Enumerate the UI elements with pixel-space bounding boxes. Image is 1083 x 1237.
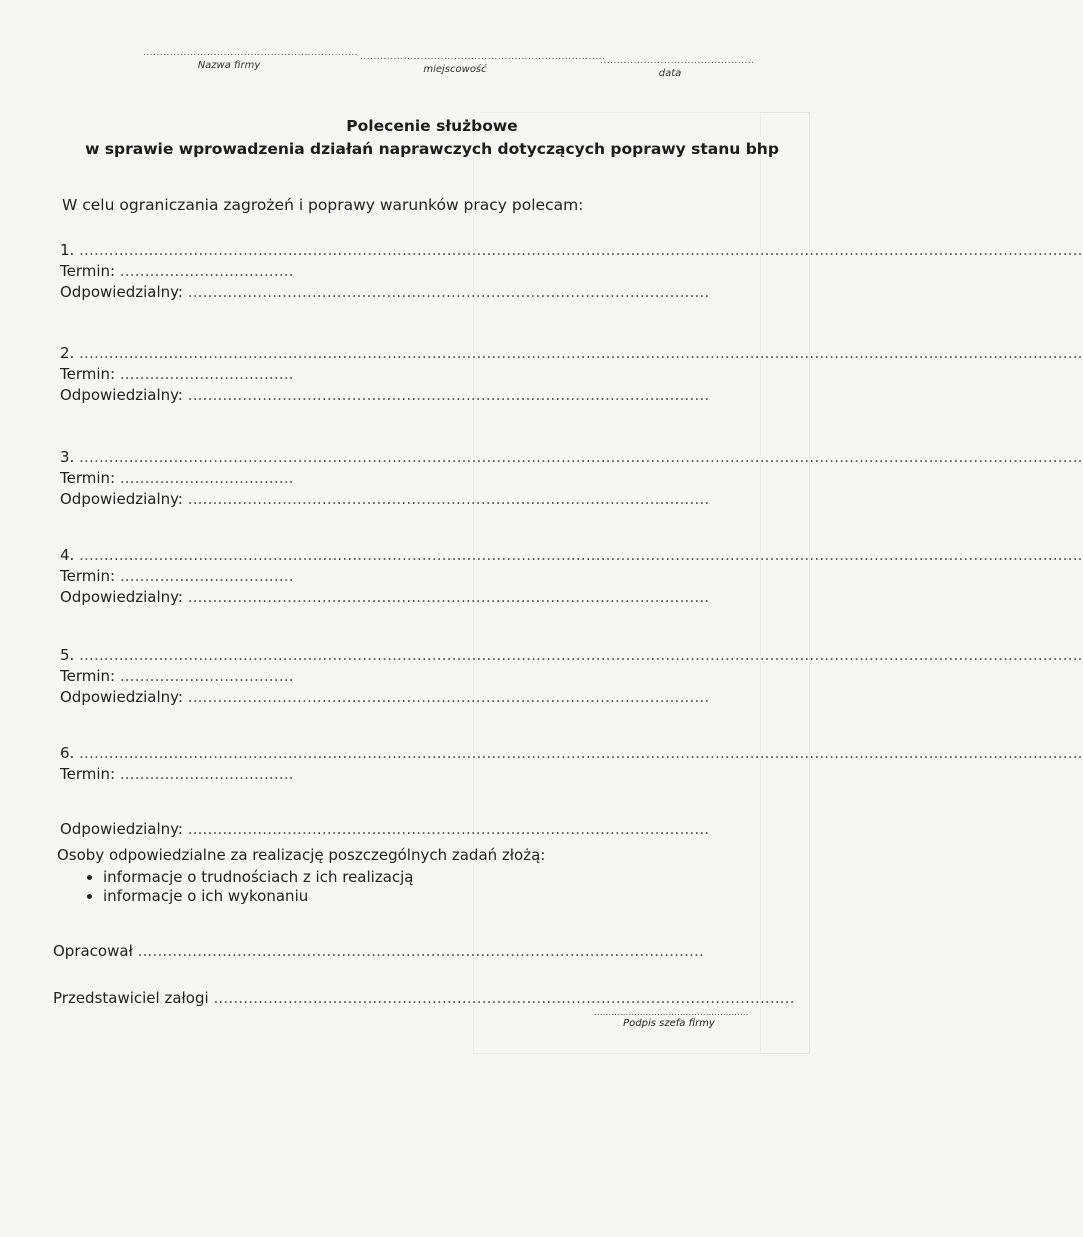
task-item bbox=[60, 743, 1083, 840]
chief-signature-label: Podpis szefa firmy bbox=[623, 1018, 715, 1029]
task-line[interactable]: 4. .......................................................................................................................................................................................................... bbox=[60, 546, 1083, 564]
date-label: data bbox=[658, 68, 682, 79]
responsible-note-section bbox=[57, 845, 757, 906]
crew-rep-field[interactable]: Przedstawiciel załogi ..................................................................................................................... bbox=[53, 989, 795, 1007]
intro-text: W celu ograniczania zagrożeń i poprawy warunków pracy polecam: bbox=[62, 196, 584, 214]
place-field[interactable]: ......................................................................... miejscowość bbox=[360, 52, 606, 75]
task-item bbox=[60, 645, 1083, 708]
task-item bbox=[60, 240, 1083, 303]
task-responsible[interactable]: Odpowiedzialny: ......................................................................................................... bbox=[60, 688, 710, 706]
prepared-by-field[interactable]: Opracował .................................................................................................................. bbox=[53, 942, 704, 960]
task-deadline[interactable]: Termin: ................................... bbox=[60, 262, 294, 280]
date-field[interactable]: .............................................. data bbox=[600, 56, 755, 79]
chief-signature-field[interactable]: ...................................................... Podpis szefa firmy bbox=[594, 1008, 749, 1029]
document-title: Polecenie służbowe bbox=[346, 117, 518, 135]
place-label: miejscowość bbox=[423, 64, 487, 75]
task-responsible[interactable]: Odpowiedzialny: ......................................................................................................... bbox=[60, 386, 710, 404]
task-responsible[interactable]: Odpowiedzialny: ......................................................................................................... bbox=[60, 283, 710, 301]
prepared-by-label: Opracował bbox=[53, 942, 133, 960]
company-name-label: Nazwa firmy bbox=[197, 60, 261, 71]
task-deadline[interactable]: Termin: ................................... bbox=[60, 567, 294, 585]
task-deadline[interactable]: Termin: ................................... bbox=[60, 469, 294, 487]
responsible-note: Osoby odpowiedzialne za realizację poszczególnych zadań złożą: bbox=[57, 846, 546, 864]
report-list bbox=[57, 868, 757, 906]
task-line[interactable]: 5. .......................................................................................................................................................................................................... bbox=[60, 646, 1083, 664]
task-line[interactable]: 2. .......................................................................................................................................................................................................... bbox=[60, 344, 1083, 362]
task-line[interactable]: 1. .......................................................................................................................................................................................................... bbox=[60, 241, 1083, 259]
task-number: 5. bbox=[60, 646, 75, 664]
task-deadline[interactable]: Termin: ................................... bbox=[60, 365, 294, 383]
task-responsible[interactable]: Odpowiedzialny: ......................................................................................................... bbox=[60, 820, 710, 838]
task-number: 1. bbox=[60, 241, 75, 259]
list-item: • informacje o ich wykonaniu bbox=[103, 887, 757, 906]
task-number: 3. bbox=[60, 448, 75, 466]
task-deadline[interactable]: Termin: ................................... bbox=[60, 667, 294, 685]
task-number: 2. bbox=[60, 344, 75, 362]
task-item bbox=[60, 545, 1083, 608]
company-name-field[interactable]: ................................................................ Nazwa firmy bbox=[143, 48, 359, 71]
document-subtitle: w sprawie wprowadzenia działań naprawczych dotyczących poprawy stanu bhp bbox=[85, 140, 779, 158]
task-responsible[interactable]: Odpowiedzialny: ......................................................................................................... bbox=[60, 588, 710, 606]
task-number: 4. bbox=[60, 546, 75, 564]
task-line[interactable]: 3. .......................................................................................................................................................................................................... bbox=[60, 448, 1083, 466]
task-number: 6. bbox=[60, 744, 75, 762]
task-responsible[interactable]: Odpowiedzialny: ......................................................................................................... bbox=[60, 490, 710, 508]
task-deadline[interactable]: Termin: ................................... bbox=[60, 765, 294, 783]
task-line[interactable]: 6. .......................................................................................................................................................................................................... bbox=[60, 744, 1083, 762]
task-item bbox=[60, 343, 1083, 406]
task-item bbox=[60, 447, 1083, 510]
crew-rep-label: Przedstawiciel załogi bbox=[53, 989, 209, 1007]
list-item: • informacje o trudnościach z ich realizacją bbox=[103, 868, 757, 887]
